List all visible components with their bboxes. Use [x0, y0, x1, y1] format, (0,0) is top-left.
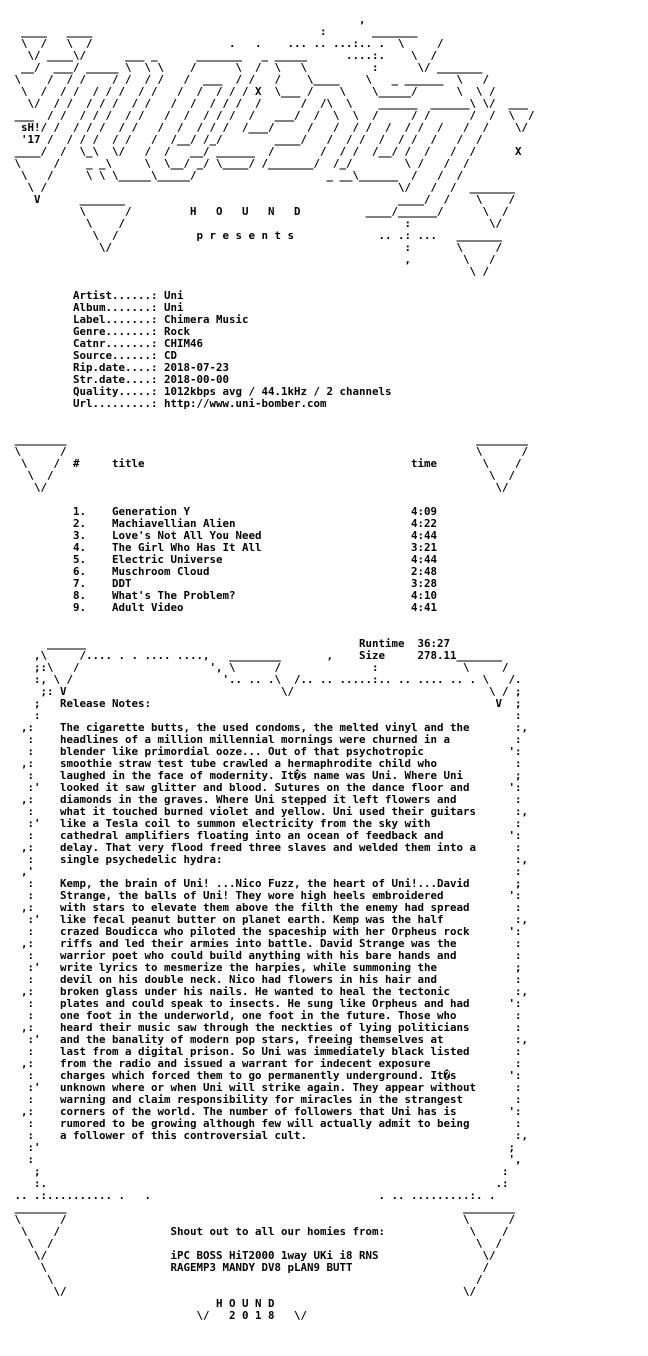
nfo-document: , ____ ____ : _______ \ / \ / . . ... .. ...:.. . \ / \/ ____\/ ___ _ _______ _ _____ ....:. \ / __/ ___/ _____ \ \ \ / \ / \ \ : \/ _______ \ / / / / / / / / ___ / / / \____ \ _ ______ \ / \ / / / / / / / / / / / / / X \___ / \ \_____/ \ \ / \/ / / / / / / / / / / / / / / /\ \ ______ ______\ \/ ___ ___ / / / / / / / / / / / / / ___/ / \ \ / / / / / \ / sH!/ / / / / / / / / / / / /___/ / / / / / / / / / / \/ '17 / / / / / / / /__/ /_/ ____/ / / / / / / / / / ____/ / \_\ \/ / / __/ ______ / / / / /__/ / / / / X \ / _ _\ \ \__/ _/ \____/ /_______/ /_/ \ / / / \ / \ \ \_____\_____/ _ __\______ / / / \ / \/ / / _______ V _______ ____/ / \ / \ / H O U N D ____/______/ \ / \ / : \/ \ / p r e s e n t s .. .: ... _______ \/ : \ / , \ / \ / Artist......: Uni Album.......: Uni Label.......: Chimera Music Genre.......: Rock Catnr.......: CHIM46 Source......: CD Rip.date....: 2018-07-23 Str.date....: 2018-00-00 Quality.....: 1012kbps avg / 44.1kHz / 2 channels Url.........: http://www.uni-bomber.com ________ ________ \ / \ / \ / # title time \ / \ / \ / \/ \/ 1. Generation Y 4:09 2. Machiavellian Alien 4:22 3. Love's Not All You Need 4:44 4. The Girl Who Has It All 3:21 5. Electric Universe 4:44 6. Muschroom Cloud 2:48 7. DDT 3:28 8. What's The Problem? 4:10 9. Adult Video 4:41 ______ Runtime 36:27 ,\ /.... . . .... ...., ________ , Size 278.11_______ ;:\ / ', \ / : \ / :, \ / '.. .. .\ /.. .. .....:.. .. .... .. . \ /. ;: V \/ \ / ; ; Release Notes: V ; : : ,: The cigarette butts, the used condoms, the melted vinyl and the :, : headlines of a million millennial mornings were churned in a : : blender like primordial ooze... Out of that psychotropic ': ,: smoothie straw test tube crawled a hermaphrodite child who : : laughed in the face of modernity. It�s name was Uni. Where Uni ; :' looked it saw glitter and blood. Sutures on the dance floor and ': ,: diamonds in the graves. Where Uni stepped it left flowers and : : what it touched burned violet and yellow. Uni used their guitars :, :' like a Tesla coil to summon electricity from the sky with : : cathedral amplifiers floating into an ocean of feedback and ': ,: delay. That very flood freed three slaves and welded them into a : : single psychedelic hydra: :, ,' : : Kemp, the brain of Uni! ...Nico Fuzz, the heart of Uni!...David ; : Strange, the balls of Uni! They wore high heels embroidered ': ,: with stars to elevate them above the filth the enemy had spread : :' like fecal peanut butter on planet earth. Kemp was the half :, : crazed Boudicca who piloted the spaceship with her Orpheus rock ': ,: riffs and led their armies into battle. David Strange was the : : warrior poet who could build anything with his bare hands and : :' write lyrics to mesmerize the harpies, while summoning the ; : devil on his double neck. Nico had flowers in his hair and : ,: broken glass under his nails. He wanted to heal the tectonic :, : plates and could speak to insects. He sung like Orpheus and had ': : one foot in the underworld, one foot in the future. Those who : ,: heard their music saw through the neckties of lying politicians : :' and the banality of modern pop stars, freeing themselves at :, : last from a digital prison. So Uni was immediately black listed : ,: from the radio and issued a warrant for indecent exposure : : charges which forced them to go permanently underground. It�s ': :' unknown where or when Uni will strike again. They appear without : : warning and claim responsibility for miracles in the strangest : ,: corners of the world. The number of followers that Uni has is ': : rumored to be growing although few will actually admit to being : : a follower of this controversial cult. :, :' ; : ', ; : :. .: .. .:.......... . . . .. .........:. . ________ ________ \ / \ / \ / Shout out to all our homies from: \ / \ / \ / \/ iPC BOSS HiT2000 1way UKi i8 RNS \/ \ RAGEMP3 MANDY DV8 pLAN9 BUTT / \ / \/ \/ H O U N D \/ 2 0 1 8 \/	[14, 13, 535, 1322]
